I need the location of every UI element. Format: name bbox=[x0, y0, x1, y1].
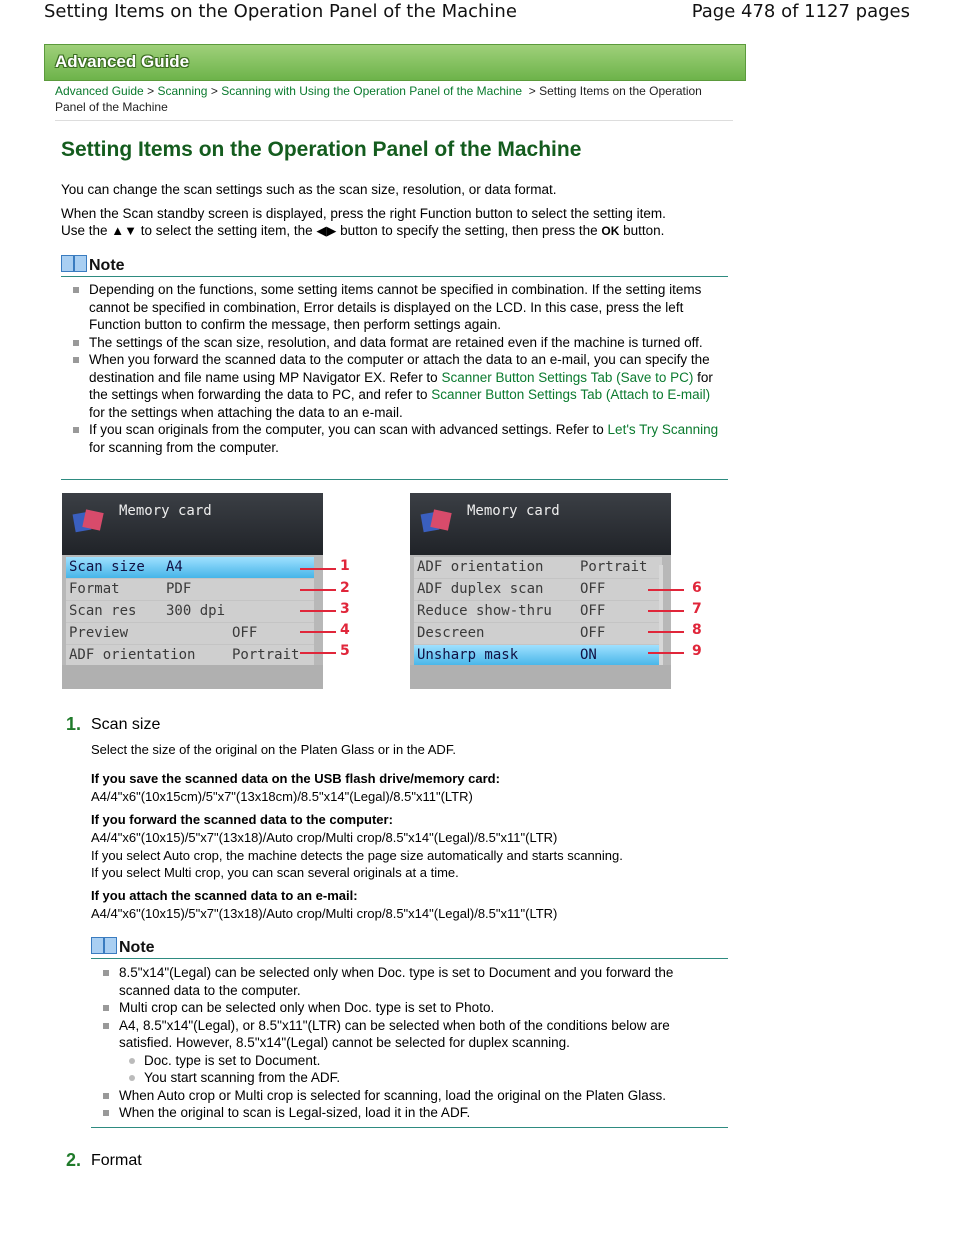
callout-line bbox=[300, 631, 336, 633]
note-label: Note bbox=[89, 257, 125, 274]
lcd-row-key: Unsharp mask bbox=[417, 647, 519, 663]
lcd-row-key: Scan size bbox=[69, 559, 145, 575]
intro-text: Use the bbox=[61, 223, 108, 238]
sub-list-item: You start scanning from the ADF. bbox=[119, 1069, 726, 1087]
usb-sizes: A4/4"x6"(10x15cm)/5"x7"(13x18cm)/8.5"x14"(Legal)/8.5"x11"(LTR) bbox=[91, 789, 473, 804]
list-item bbox=[91, 1017, 726, 1087]
callout-line bbox=[300, 610, 336, 612]
callout-number: 6 bbox=[692, 580, 702, 596]
sub-list bbox=[119, 1052, 726, 1087]
mail-sizes: A4/4"x6"(10x15)/5"x7"(13x18)/Auto crop/Multi crop/8.5"x14"(Legal)/8.5"x11"(LTR) bbox=[91, 906, 558, 921]
intro-text: button to specify the setting, then press the bbox=[340, 223, 598, 238]
callout-number: 1 bbox=[340, 558, 350, 574]
pc-auto-crop-text: If you select Auto crop, the machine detects the page size automatically and starts scanning. bbox=[91, 848, 623, 863]
lcd-row-key: Format bbox=[69, 581, 120, 597]
lcd-row-key: Scan res bbox=[69, 603, 137, 619]
lcd-row-scan-size bbox=[66, 557, 314, 579]
lcd-title: Memory card bbox=[119, 503, 212, 519]
note-text: for the settings when attaching the data to an e-mail. bbox=[89, 404, 403, 420]
lcd-footer bbox=[62, 665, 323, 689]
lcd-row-unsharp-mask bbox=[414, 645, 662, 667]
pc-sizes: A4/4"x6"(10x15)/5"x7"(13x18)/Auto crop/Multi crop/8.5"x14"(Legal)/8.5"x11"(LTR) bbox=[91, 830, 558, 845]
list-item: Multi crop can be selected only when Doc. type is set to Photo. bbox=[91, 999, 726, 1017]
lcd-row-key: Reduce show-thru bbox=[417, 603, 552, 619]
intro-paragraph-2 bbox=[61, 205, 731, 240]
note-top-rule bbox=[61, 276, 728, 277]
note-label: Note bbox=[119, 939, 155, 956]
step-number: 2. bbox=[66, 1150, 82, 1170]
lcd-row-key: ADF orientation bbox=[417, 559, 544, 575]
lcd-row-key: Preview bbox=[69, 625, 129, 641]
lcd-row-value: OFF bbox=[232, 625, 258, 641]
lcd-settings-list bbox=[414, 557, 662, 667]
note-text: When you forward the scanned data to the computer or attach the data to an e-mail, you can specify the destination and file name using MP Navigator EX. Refer to bbox=[89, 352, 710, 385]
lcd-scrollbar bbox=[659, 565, 663, 665]
list-item bbox=[61, 421, 726, 456]
note-text: A4, 8.5"x14"(Legal), or 8.5"x11"(LTR) can be selected when both of the conditions below are satisfied. However, 8.5"x14"(Legal) cannot be selected for duplex scanning. bbox=[119, 1017, 670, 1050]
callout-number: 8 bbox=[692, 622, 702, 638]
breadcrumb-scanning-operation-panel[interactable]: Scanning with Using the Operation Panel of the Machine bbox=[221, 84, 523, 98]
lcd-row-key: ADF duplex scan bbox=[417, 581, 544, 597]
lcd-row-value: OFF bbox=[580, 603, 606, 619]
memory-card-icon bbox=[422, 505, 452, 531]
lcd-row-key: ADF orientation bbox=[69, 647, 196, 663]
list-item: When Auto crop or Multi crop is selected for scanning, load the original on the Platen Glass. bbox=[91, 1087, 726, 1105]
callout-line bbox=[648, 610, 684, 612]
breadcrumb-advanced-guide[interactable]: Advanced Guide bbox=[55, 84, 144, 98]
note-top-rule bbox=[91, 958, 728, 959]
note-text: for scanning from the computer. bbox=[89, 439, 279, 455]
lcd-row-reduce-show-thru bbox=[414, 601, 662, 623]
note-heading bbox=[61, 254, 125, 275]
pc-multi-crop-text: If you select Multi crop, you can scan several originals at a time. bbox=[91, 865, 459, 880]
step-number: 1. bbox=[66, 714, 82, 734]
note-heading bbox=[91, 936, 155, 957]
lcd-row-adf-duplex-scan bbox=[414, 579, 662, 601]
callout-number: 4 bbox=[340, 622, 350, 638]
lcd-screenshot-right bbox=[410, 493, 671, 689]
lcd-settings-list bbox=[66, 557, 314, 667]
callout-line bbox=[300, 589, 336, 591]
pdf-page-indicator: Page 478 of 1127 pages bbox=[691, 1, 910, 22]
note-bottom-rule bbox=[61, 479, 728, 480]
step-description: Select the size of the original on the Platen Glass or in the ADF. bbox=[91, 742, 456, 757]
note-text: for the settings when forwarding the data to PC, and refer to bbox=[89, 369, 713, 402]
step-title: Format bbox=[91, 1152, 142, 1169]
mail-heading: If you attach the scanned data to an e-mail: bbox=[91, 888, 358, 903]
lcd-row-adf-orientation bbox=[66, 645, 314, 667]
note-book-icon bbox=[91, 936, 117, 954]
callout-line bbox=[648, 589, 684, 591]
breadcrumb-divider bbox=[55, 120, 733, 121]
step-title: Scan size bbox=[91, 716, 161, 733]
breadcrumb-scanning[interactable]: Scanning bbox=[157, 84, 208, 98]
lcd-row-value: Portrait bbox=[232, 647, 300, 663]
list-item: The settings of the scan size, resolution, and data format are retained even if the machine is turned off. bbox=[61, 334, 726, 352]
callout-line bbox=[648, 652, 684, 654]
list-item: 8.5"x14"(Legal) can be selected only when Doc. type is set to Document and you forward the scanned data to the computer. bbox=[91, 964, 726, 999]
callout-number: 5 bbox=[340, 643, 350, 659]
callout-line bbox=[648, 631, 684, 633]
sub-list-item: Doc. type is set to Document. bbox=[119, 1052, 726, 1070]
breadcrumb bbox=[55, 83, 735, 115]
lcd-row-value: Portrait bbox=[580, 559, 648, 575]
breadcrumb-current: Setting Items on the Operation Panel of the Machine bbox=[55, 84, 702, 114]
pc-heading: If you forward the scanned data to the computer: bbox=[91, 812, 393, 827]
link-lets-try-scanning[interactable]: Let's Try Scanning bbox=[607, 422, 719, 437]
breadcrumb-sep: > bbox=[528, 84, 536, 98]
note-bottom-rule bbox=[91, 1127, 728, 1128]
breadcrumb-sep: > bbox=[210, 84, 218, 98]
pdf-header bbox=[44, 0, 910, 26]
link-attach-to-email[interactable]: Scanner Button Settings Tab (Attach to E-mail) bbox=[431, 387, 711, 402]
list-item bbox=[61, 351, 726, 421]
lcd-row-value: OFF bbox=[580, 625, 606, 641]
up-down-arrows-icon: ▲▼ bbox=[111, 223, 138, 238]
lcd-row-preview bbox=[66, 623, 314, 645]
list-item: When the original to scan is Legal-sized, load it in the ADF. bbox=[91, 1104, 726, 1122]
advanced-guide-banner bbox=[44, 44, 746, 81]
ok-button-label: OK bbox=[601, 224, 620, 238]
note-text: If you scan originals from the computer, you can scan with advanced settings. Refer to bbox=[89, 422, 604, 437]
lcd-row-scan-res bbox=[66, 601, 314, 623]
lcd-title-bar bbox=[62, 493, 323, 555]
lcd-row-value: A4 bbox=[166, 559, 183, 575]
note-list bbox=[61, 281, 726, 456]
list-item: Depending on the functions, some setting items cannot be specified in combination. If the setting items cannot be specified in combination, Error details is displayed on the LCD. In this case, press the left Function button to confirm the message, then perform settings again. bbox=[61, 281, 726, 334]
intro-text: When the Scan standby screen is displayed, press the right Function button to select the setting item. bbox=[61, 206, 666, 221]
lcd-screenshot-left bbox=[62, 493, 323, 689]
intro-paragraph-1: You can change the scan settings such as the scan size, resolution, or data format. bbox=[61, 182, 557, 197]
callout-number: 9 bbox=[692, 643, 702, 659]
callout-number: 2 bbox=[340, 580, 350, 596]
page-title: Setting Items on the Operation Panel of the Machine bbox=[61, 138, 582, 161]
banner-label: Advanced Guide bbox=[55, 52, 190, 71]
callout-number: 3 bbox=[340, 601, 350, 617]
lcd-title-bar bbox=[410, 493, 671, 555]
usb-heading: If you save the scanned data on the USB flash drive/memory card: bbox=[91, 771, 500, 786]
note-book-icon bbox=[61, 254, 87, 272]
lcd-row-value: ON bbox=[580, 647, 597, 663]
callout-line bbox=[300, 652, 336, 654]
lcd-title: Memory card bbox=[467, 503, 560, 519]
lcd-row-adf-orientation bbox=[414, 557, 662, 579]
pdf-header-title: Setting Items on the Operation Panel of the Machine bbox=[44, 1, 517, 22]
lcd-row-format bbox=[66, 579, 314, 601]
callout-number: 7 bbox=[692, 601, 702, 617]
breadcrumb-sep: > bbox=[147, 84, 155, 98]
lcd-row-descreen bbox=[414, 623, 662, 645]
intro-text: button. bbox=[623, 223, 665, 238]
note-list bbox=[91, 964, 726, 1122]
left-right-arrows-icon: ◀▶ bbox=[316, 223, 337, 238]
memory-card-icon bbox=[74, 505, 104, 531]
callout-line bbox=[300, 568, 336, 570]
lcd-row-key: Descreen bbox=[417, 625, 485, 641]
lcd-row-value: 300 dpi bbox=[166, 603, 226, 619]
link-save-to-pc[interactable]: Scanner Button Settings Tab (Save to PC) bbox=[441, 369, 694, 385]
lcd-row-value: PDF bbox=[166, 581, 192, 597]
intro-text: to select the setting item, the bbox=[140, 223, 313, 238]
lcd-row-value: OFF bbox=[580, 581, 606, 597]
lcd-footer bbox=[410, 665, 671, 689]
